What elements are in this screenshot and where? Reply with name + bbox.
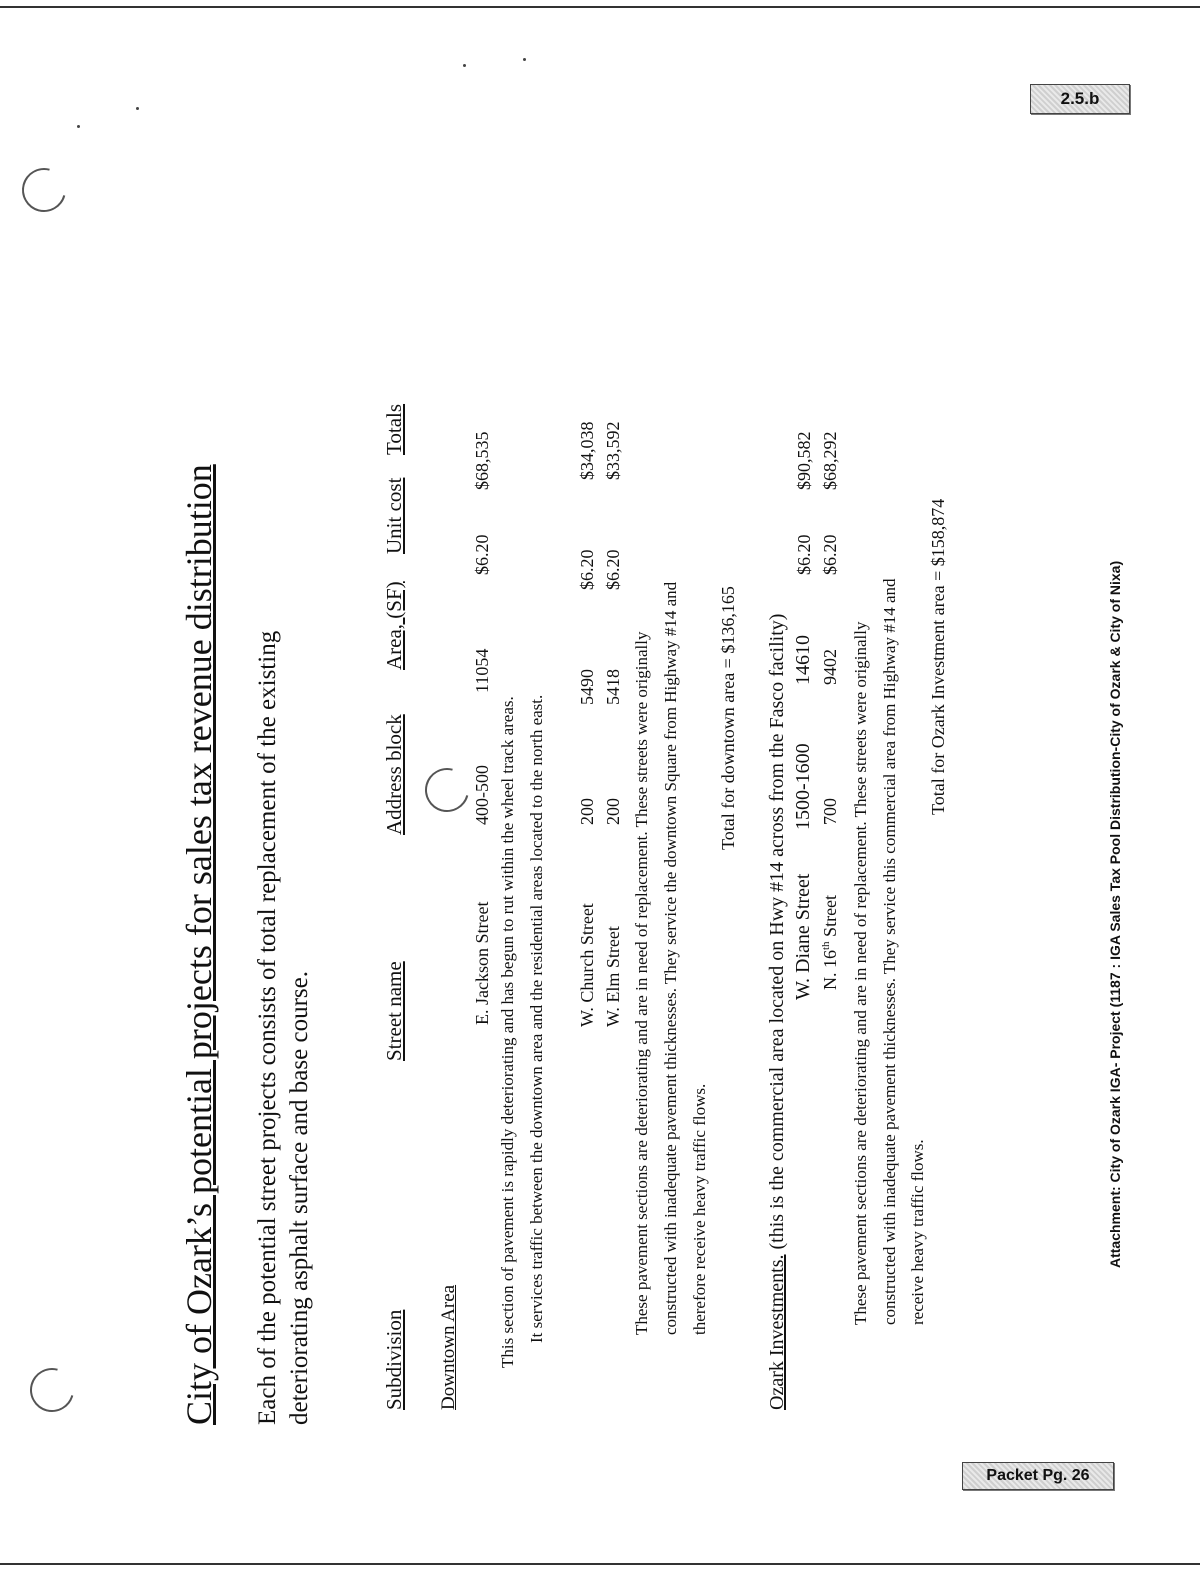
subdivision-description: (this is the commercial area located on Hwy #14 across from the Fasco facility) (766, 613, 788, 1255)
section-stamp: 2.5.b (1030, 84, 1130, 114)
header-totals: Totals (382, 403, 406, 455)
area-cell: 14610 (792, 635, 814, 685)
street-e-jackson: E. Jackson Street (472, 901, 492, 1025)
note-text: This section of pavement is rapidly deteriorating and has begun to rut within the wheel track areas. (498, 696, 517, 1368)
downtown-total: Total for downtown area = $136,165 (718, 586, 738, 850)
top-rule (0, 6, 1200, 8)
total-cell: $90,582 (794, 431, 814, 490)
street-suffix: Street (820, 894, 840, 942)
bottom-rule (0, 1563, 1200, 1565)
scan-speck (463, 64, 466, 67)
intro-line: deteriorating asphalt surface and base course. (286, 971, 313, 1425)
header-street-name: Street name (382, 961, 406, 1061)
address-cell: 200 (577, 798, 597, 825)
unit-cost-cell: $6.20 (472, 534, 492, 575)
header-subdivision: Subdivision (382, 1309, 406, 1410)
subdivision-ozark-investments (766, 614, 789, 1410)
address-cell: 700 (820, 798, 840, 825)
area-cell: 5490 (577, 669, 597, 705)
street-w-diane: W. Diane Street (792, 873, 814, 1000)
intro-paragraph (252, 385, 316, 1425)
area-cell: 5418 (603, 669, 623, 705)
scan-speck (77, 125, 80, 128)
unit-cost-cell: $6.20 (577, 549, 597, 590)
note-text: These pavement sections are deteriorating and are in need of replacement. These streets were originally (632, 631, 651, 1335)
total-cell: $34,038 (577, 421, 597, 480)
unit-cost-cell: $6.20 (820, 534, 840, 575)
note-text: It services traffic between the downtown area and the residential areas located to the north east. (527, 694, 546, 1343)
ozark-total: Total for Ozark Investment area = $158,874 (928, 498, 948, 815)
address-cell: 400-500 (472, 765, 492, 825)
note-text: These pavement sections are deteriorating and are in need of replacement. These streets were originally (851, 621, 870, 1325)
total-cell: $68,292 (820, 431, 840, 490)
address-cell: 200 (603, 798, 623, 825)
street-w-elm: W. Elm Street (603, 926, 623, 1027)
street-n-16th (820, 895, 841, 990)
unit-cost-cell: $6.20 (794, 534, 814, 575)
scan-speck (523, 58, 526, 61)
total-cell: $68,535 (472, 431, 492, 490)
area-cell: 9402 (820, 649, 840, 685)
unit-cost-cell: $6.20 (603, 549, 623, 590)
attachment-footer: Attachment: City of Ozark IGA- Project (1187 : IGA Sales Tax Pool Distribution-City of Ozark & City of Nixa) (1107, 560, 1123, 1268)
punch-hole-top (14, 160, 74, 220)
area-cell: 11054 (472, 648, 492, 693)
street-prefix: N. 16 (820, 950, 840, 990)
document-title: City of Ozark’s potential projects for sales tax revenue distribution (179, 464, 219, 1425)
subdivision-label: Ozark Investments. (766, 1254, 788, 1410)
total-cell: $33,592 (603, 421, 623, 480)
header-address-block: Address block (382, 714, 406, 835)
punch-hole-bottom (22, 1360, 82, 1420)
subdivision-downtown: Downtown Area (438, 1284, 459, 1410)
note-text: constructed with inadequate pavement thicknesses. They service the downtown Square from Highway #14 and (661, 581, 680, 1335)
packet-page-stamp: Packet Pg. 26 (962, 1462, 1114, 1490)
address-cell: 1500-1600 (792, 743, 814, 830)
header-area: Area, (SF) (382, 581, 406, 670)
note-text: receive heavy traffic flows. (908, 1139, 927, 1325)
note-text: constructed with inadequate pavement thicknesses. They service this commercial area from Highway #14 and (880, 578, 899, 1325)
header-unit-cost: Unit cost (382, 477, 406, 554)
street-w-church: W. Church Street (577, 903, 597, 1027)
note-text: therefore receive heavy traffic flows. (690, 1083, 709, 1335)
rotated-document (170, 275, 950, 1425)
intro-line: Each of the potential street projects consists of total replacement of the existing (254, 630, 281, 1425)
ordinal-suffix: th (820, 941, 832, 950)
scan-speck (136, 107, 139, 110)
